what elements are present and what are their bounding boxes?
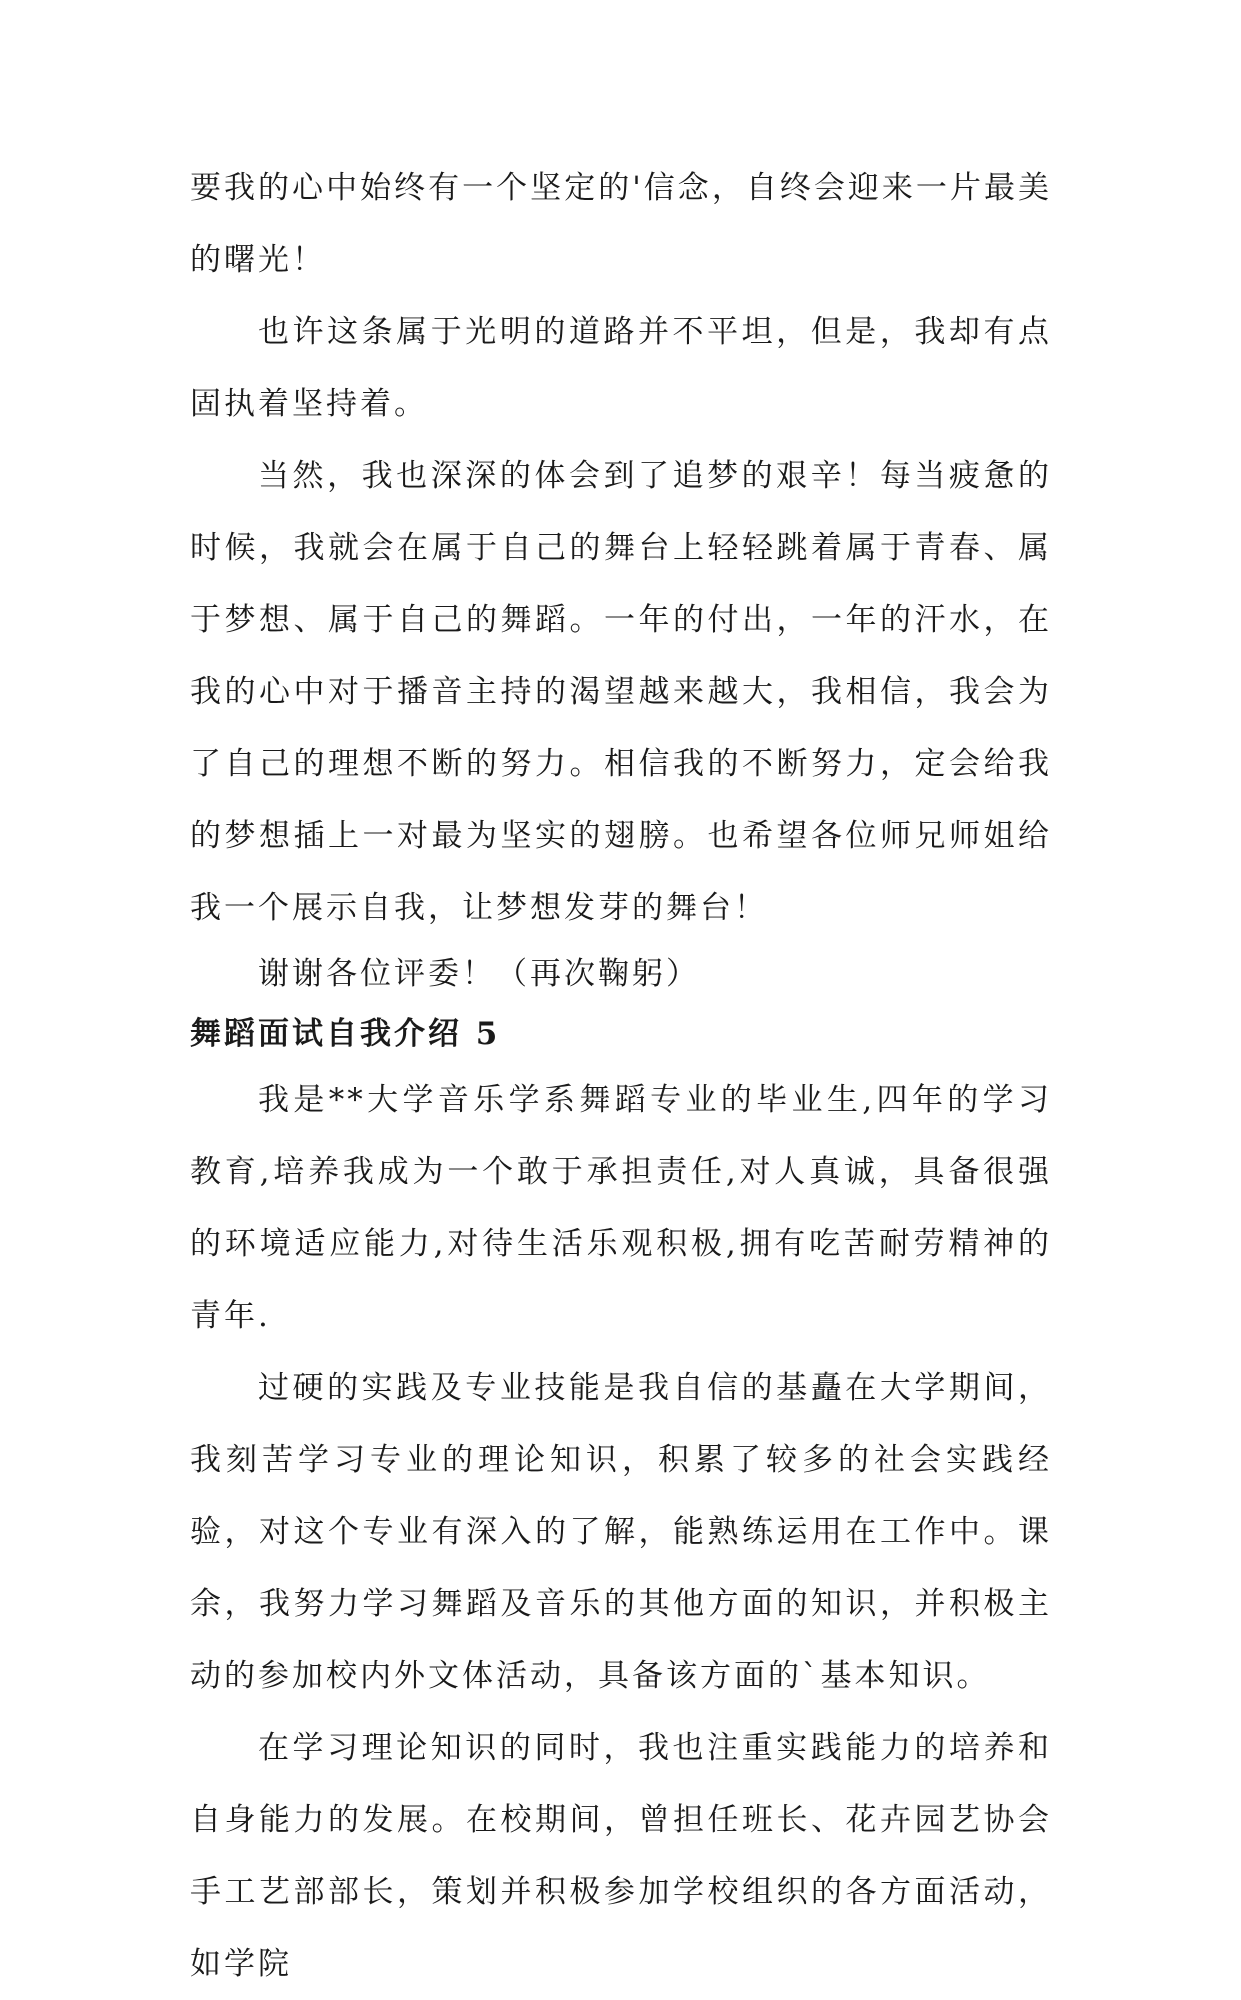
paragraph-graduate: 我是**大学音乐学系舞蹈专业的毕业生,四年的学习教育,培养我成为一个敢于承担责任,对人真诚，具备很强的环境适应能力,对待生活乐观积极,拥有吃苦耐劳精神的青年.: [190, 1082, 1052, 1334]
paragraph-practice: 在学习理论知识的同时，我也注重实践能力的培养和自身能力的发展。在校期间，曾担任班长、花卉园艺协会手工艺部部长，策划并积极参加学校组织的各方面活动，如学院: [190, 1730, 1052, 1982]
paragraph-dream: 当然，我也深深的体会到了追梦的艰辛！每当疲惫的时候，我就会在属于自己的舞台上轻轻跳着属于青春、属于梦想、属于自己的舞蹈。一年的付出，一年的汗水，在我的心中对于播音主持的渴望越来越大，我相信，我会为了自己的理想不断的努力。相信我的不断努力，定会给我的梦想插上一对最为坚实的翅膀。也希望各位师兄师姐给我一个展示自我，让梦想发芽的舞台！: [190, 458, 1052, 926]
paragraph-road: 也许这条属于光明的道路并不平坦，但是，我却有点固执着坚持着。: [190, 314, 1052, 422]
paragraph-skills: 过硬的实践及专业技能是我自信的基矗在大学期间，我刻苦学习专业的理论知识，积累了较多的社会实践经验，对这个专业有深入的了解，能熟练运用在工作中。课余，我努力学习舞蹈及音乐的其他方面的知识，并积极主动的参加校内外文体活动，具备该方面的`基本知识。: [190, 1370, 1052, 1694]
paragraph-continuation: 要我的心中始终有一个坚定的'信念，自终会迎来一片最美的曙光！: [190, 170, 1052, 278]
paragraph-thanks: 谢谢各位评委！（再次鞠躬）: [258, 956, 700, 992]
document-body: [190, 152, 1052, 2000]
section-heading: 舞蹈面试自我介绍 5: [190, 1016, 501, 1052]
